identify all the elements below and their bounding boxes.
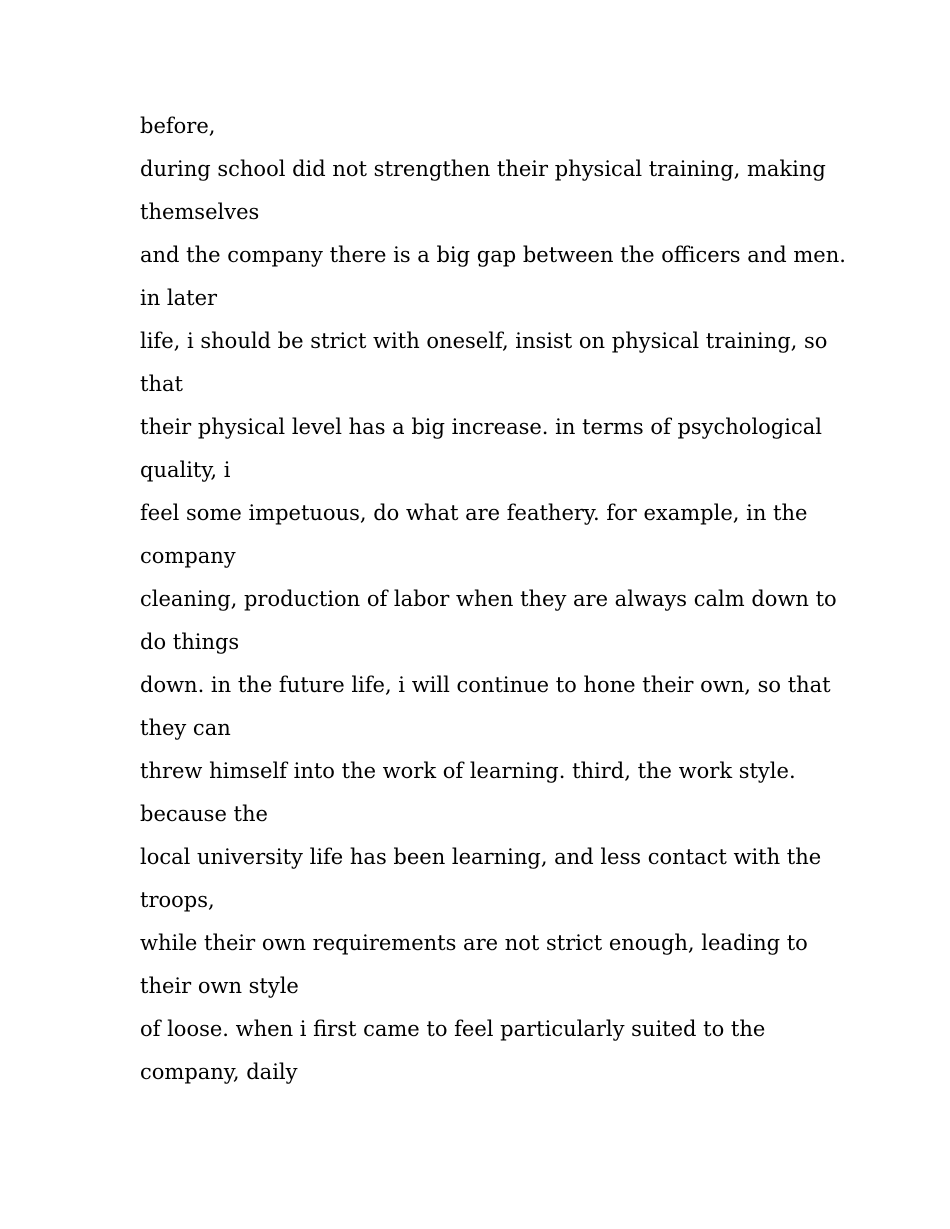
text-line: and the company there is a big gap between the officers and men. — [140, 243, 846, 267]
text-line: their own style — [140, 974, 299, 998]
text-line: quality, i — [140, 458, 231, 482]
text-line: they can — [140, 716, 231, 740]
text-line: during school did not strengthen their physical training, making — [140, 157, 826, 181]
text-line: life, i should be strict with oneself, insist on physical training, so — [140, 329, 828, 353]
text-line: do things — [140, 630, 240, 654]
text-line: in later — [140, 286, 218, 310]
text-line: their physical level has a big increase. in terms of psychological — [140, 415, 822, 439]
text-line: local university life has been learning, and less contact with the — [140, 845, 822, 869]
text-line: that — [140, 372, 183, 396]
text-line: while their own requirements are not strict enough, leading to — [140, 931, 808, 955]
text-line: company, daily — [140, 1060, 298, 1084]
body-text — [140, 105, 846, 1094]
text-line: down. in the future life, i will continue to hone their own, so that — [140, 673, 831, 697]
text-line: themselves — [140, 200, 260, 224]
text-line: company — [140, 544, 236, 568]
text-line: of loose. when i first came to feel particularly suited to the — [140, 1017, 766, 1041]
text-line: troops, — [140, 888, 215, 912]
text-line: before, — [140, 114, 216, 138]
text-line: because the — [140, 802, 268, 826]
text-line: feel some impetuous, do what are feathery. for example, in the — [140, 501, 808, 525]
text-line: threw himself into the work of learning. third, the work style. — [140, 759, 796, 783]
text-line: cleaning, production of labor when they are always calm down to — [140, 587, 837, 611]
